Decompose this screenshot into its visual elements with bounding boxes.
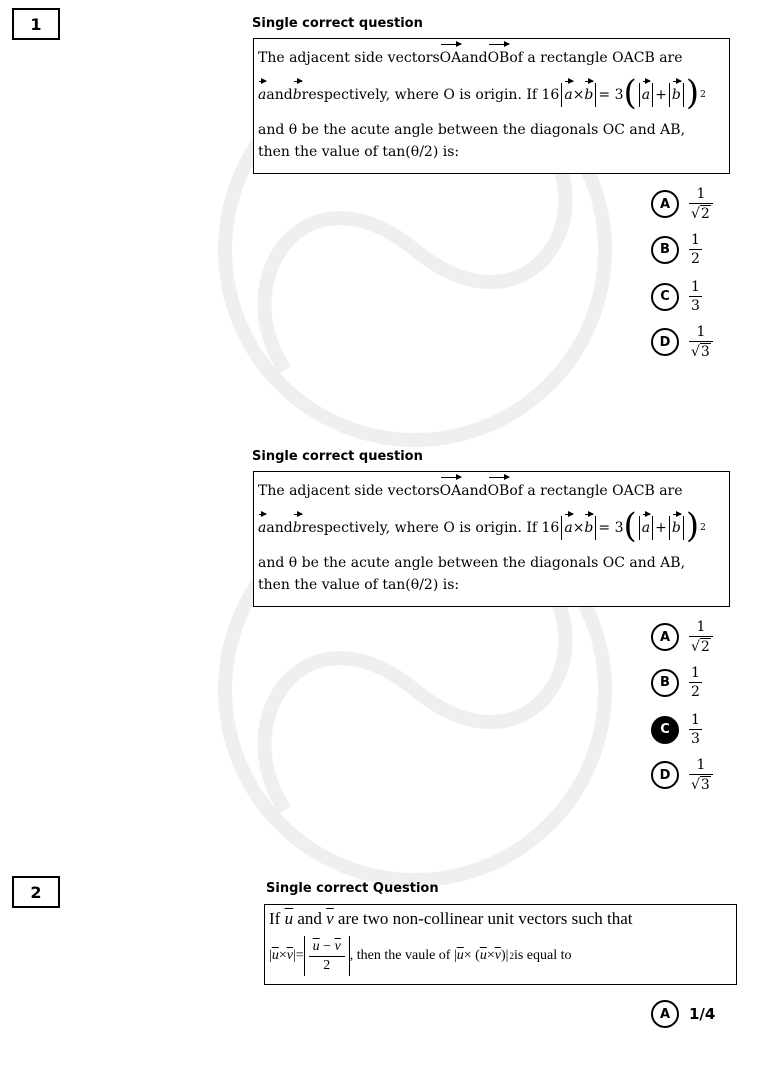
question-line (258, 71, 725, 119)
abs-bar (595, 516, 596, 540)
radicand: 3 (700, 344, 710, 360)
question-type-label: Single correct question (252, 16, 423, 31)
question-line (269, 909, 732, 933)
paren-right: ) (685, 506, 700, 546)
vector-oa: OA (439, 483, 462, 499)
option-letter[interactable]: B (651, 669, 679, 697)
vector-ob: OB (487, 483, 510, 499)
fraction (309, 939, 345, 974)
question-line (269, 933, 732, 979)
option-a[interactable] (651, 619, 713, 655)
option-value (689, 712, 702, 747)
exponent: 2 (700, 89, 706, 100)
fraction-denominator (689, 774, 713, 793)
abs-bar (639, 516, 640, 540)
vector-b: b (671, 520, 681, 536)
question-number-badge (12, 876, 60, 908)
question-line: and θ be the acute angle between the diagonals OC and AB, (258, 555, 686, 571)
fraction-numerator: 1 (696, 324, 706, 340)
minus-sign: − (319, 938, 335, 954)
question-line (258, 45, 725, 71)
option-value (689, 186, 713, 222)
abs-bar (652, 83, 653, 107)
vector-ob: OB (487, 50, 510, 66)
option-letter[interactable]: A (651, 623, 679, 651)
paren-left: ( (623, 73, 637, 113)
vector-b: b (292, 87, 302, 103)
fraction-denominator: 3 (691, 731, 700, 747)
option-b[interactable] (651, 232, 702, 267)
abs-bar: | (269, 948, 272, 963)
fraction-numerator: 1 (696, 619, 706, 635)
question-text-box (253, 471, 730, 607)
abs-bar (561, 83, 562, 107)
plus-sign: + (655, 520, 667, 536)
sqrt: √ 3 (691, 344, 710, 360)
cross-sign: × (572, 520, 585, 536)
question-text: )| (500, 948, 509, 963)
vector-a: a (564, 87, 573, 103)
question-text: respectively, where O is origin. If 16 (301, 520, 560, 536)
cross-sign: × (278, 948, 287, 963)
abs-bar (639, 83, 640, 107)
exponent: 2 (509, 951, 514, 961)
question-text: , then the vaule of | (349, 948, 457, 963)
vector-v: $\overline{v}$ (286, 948, 293, 963)
question-type-label: Single correct question (252, 449, 423, 464)
question-text: If (269, 909, 285, 928)
vector-u: $\overline{u}$ (312, 938, 320, 954)
option-b[interactable] (651, 665, 702, 700)
question-type-label: Single correct Question (266, 881, 439, 896)
fraction-denominator (689, 203, 713, 222)
question-line (258, 504, 725, 552)
question-text: = 3 (598, 87, 624, 103)
fraction-denominator: 2 (309, 956, 345, 974)
vector-oa: OA (439, 50, 462, 66)
vector-b: b (671, 87, 681, 103)
option-letter[interactable]: B (651, 236, 679, 264)
cross-sign: × (572, 87, 585, 103)
abs-bar (683, 83, 684, 107)
vector-u: $\overline{u}$ (479, 948, 487, 963)
question-text: of a rectangle OACB are (509, 50, 683, 66)
option-a[interactable] (651, 186, 713, 222)
fraction-denominator (689, 636, 713, 655)
fraction-denominator: 3 (691, 298, 700, 314)
abs-bar (669, 83, 670, 107)
fraction-numerator (309, 939, 345, 956)
option-letter[interactable]: A (651, 190, 679, 218)
option-value (689, 665, 702, 700)
option-value: 1/4 (689, 1005, 716, 1023)
fraction-numerator: 1 (696, 757, 706, 773)
abs-bar (683, 516, 684, 540)
option-d[interactable] (651, 757, 713, 793)
option-c[interactable] (651, 712, 702, 747)
vector-a: a (641, 520, 651, 536)
cross-sign: × (486, 948, 495, 963)
question-text: × ( (463, 948, 480, 963)
question-number: 2 (30, 882, 42, 902)
radicand: 2 (700, 206, 710, 222)
option-letter[interactable]: D (651, 328, 679, 356)
vector-u: $\overline{u}$ (284, 909, 294, 928)
vector-a: a (258, 87, 267, 103)
sqrt: √ 2 (691, 206, 710, 222)
radicand: 3 (700, 777, 710, 793)
option-value (689, 279, 702, 314)
fraction-numerator: 1 (691, 712, 700, 728)
question-text: respectively, where O is origin. If 16 (301, 87, 560, 103)
abs-bar (652, 516, 653, 540)
question-text: The adjacent side vectors (258, 50, 440, 66)
option-value (689, 619, 713, 655)
abs-bar (561, 516, 562, 540)
question-text: of a rectangle OACB are (509, 483, 683, 499)
option-letter[interactable]: A (651, 1000, 679, 1028)
option-letter-selected[interactable]: C (651, 716, 679, 744)
question-line (258, 478, 725, 504)
question-text-box (253, 38, 730, 174)
question-number-badge (12, 8, 60, 40)
option-letter[interactable]: C (651, 283, 679, 311)
vector-v: $\overline{v}$ (326, 909, 334, 928)
vector-b: b (584, 87, 594, 103)
sqrt: √ 2 (691, 639, 710, 655)
option-value (689, 232, 702, 267)
question-text: and (266, 520, 293, 536)
option-c[interactable] (651, 279, 702, 314)
question-line: then the value of tan(θ/2) is: (258, 577, 460, 593)
question-text: is equal to (513, 948, 572, 963)
equals-sign: = (295, 948, 304, 963)
abs-bar (304, 936, 305, 976)
vector-v: $\overline{v}$ (494, 948, 501, 963)
option-value (689, 324, 713, 360)
fraction-numerator: 1 (691, 665, 700, 681)
question-text: and (266, 87, 293, 103)
vector-b: b (584, 520, 594, 536)
fraction-denominator: 2 (691, 684, 700, 700)
question-number: 1 (30, 14, 42, 34)
fraction-numerator: 1 (696, 186, 706, 202)
fraction-denominator: 2 (691, 251, 700, 267)
vector-a: a (564, 520, 573, 536)
vector-b: b (292, 520, 302, 536)
question-text: are two non-collinear unit vectors such that (333, 909, 633, 928)
question-text: and (461, 483, 488, 499)
question-text: = 3 (598, 520, 624, 536)
question-text-box (264, 904, 737, 985)
abs-bar: | (292, 948, 296, 963)
vector-u: $\overline{u}$ (271, 948, 279, 963)
fraction-denominator (689, 341, 713, 360)
question-text: The adjacent side vectors (258, 483, 440, 499)
plus-sign: + (655, 87, 667, 103)
vector-v: $\overline{v}$ (334, 938, 341, 954)
question-line: then the value of tan(θ/2) is: (258, 144, 460, 160)
question-text: and (293, 909, 327, 928)
paren-right: ) (685, 73, 700, 113)
sqrt: √ 3 (691, 777, 710, 793)
vector-a: a (641, 87, 651, 103)
fraction-numerator: 1 (691, 232, 700, 248)
question-text: and (461, 50, 488, 66)
exponent: 2 (700, 522, 706, 533)
option-letter[interactable]: D (651, 761, 679, 789)
vector-u: $\overline{u}$ (456, 948, 464, 963)
question-line: and θ be the acute angle between the diagonals OC and AB, (258, 122, 686, 138)
abs-bar (669, 516, 670, 540)
abs-bar (595, 83, 596, 107)
paren-left: ( (623, 506, 637, 546)
fraction-numerator: 1 (691, 279, 700, 295)
radicand: 2 (700, 639, 710, 655)
vector-a: a (258, 520, 267, 536)
option-d[interactable] (651, 324, 713, 360)
option-value (689, 757, 713, 793)
